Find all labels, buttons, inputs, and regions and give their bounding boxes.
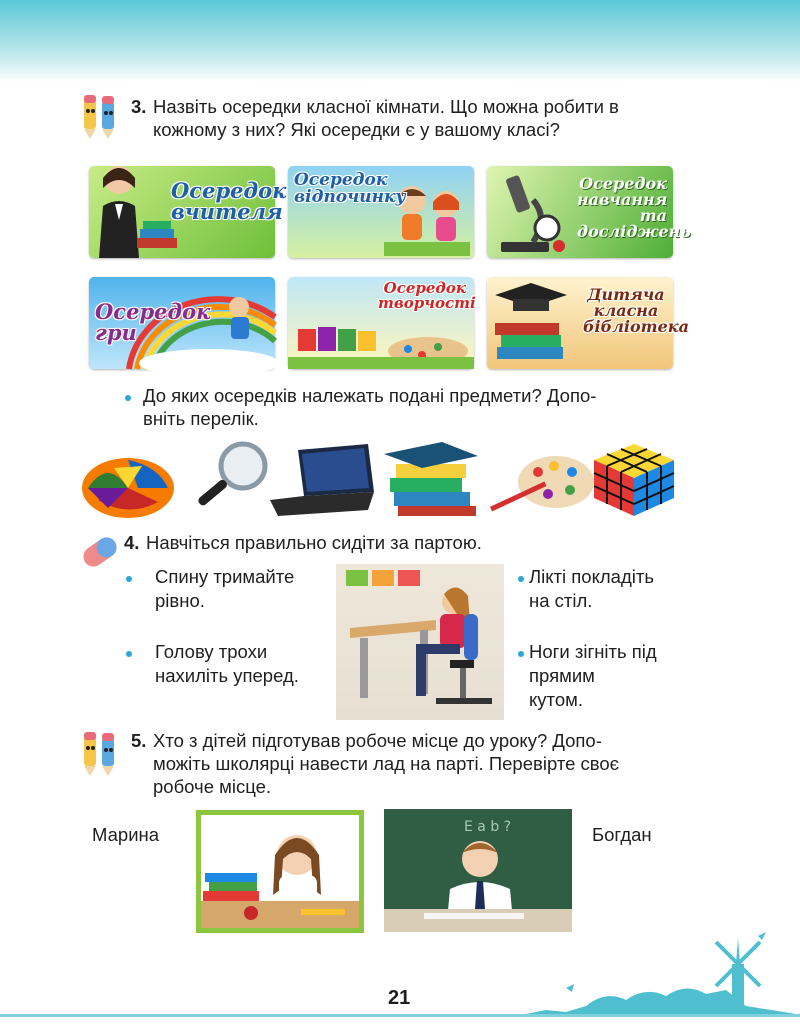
tip-legs-line2: прямим (529, 665, 595, 686)
items-question-line1: До яких осередків належать подані предмети? Допо- (143, 385, 597, 406)
bogdan-photo (384, 809, 572, 932)
tip-head-line2: нахиліть уперед. (155, 665, 299, 686)
bullet-icon (125, 395, 131, 401)
task4-title: Навчіться правильно сидіти за партою. (146, 532, 482, 553)
magnifier-icon (197, 444, 265, 507)
task5-text-line1: Хто з дітей підготував робоче місце до уроку? Допо- (153, 730, 602, 751)
task5-number: 5. (131, 730, 147, 751)
task5-text-line2: можіть школярці навести лад на парті. Перевірте своє (153, 753, 620, 774)
name-bogdan: Богдан (592, 824, 652, 845)
tip-legs-line3: кутом. (529, 689, 583, 710)
card-library-zone (487, 277, 689, 369)
card-teacher-zone (89, 166, 287, 258)
palette-icon (490, 456, 594, 511)
task4-number: 4. (124, 532, 140, 553)
pencils-mascot-icon (80, 730, 122, 778)
page-number: 21 (388, 987, 411, 1009)
village-windmill-icon (526, 930, 796, 1016)
bullet-icon (126, 576, 132, 582)
tip-elbows-line1: Лікті покладіть (529, 566, 654, 587)
card-play-zone (89, 277, 275, 369)
graduation-books-icon (487, 277, 577, 369)
task3-text-line2: кожному з них? Які осередки є у вашому класі? (153, 119, 560, 140)
card-label: Дитяча класна бібліотека (583, 285, 689, 336)
tip-head-line1: Голову трохи (155, 641, 268, 662)
chalkboard-scribble: E a b ? (464, 819, 512, 835)
task3-number: 3. (131, 96, 147, 117)
bullet-icon (518, 576, 524, 582)
card-label: Осередок відпочинку (294, 170, 406, 207)
card-label: Осередок творчості (378, 279, 476, 312)
footer-line (0, 1014, 800, 1017)
sitting-girl-photo (336, 564, 504, 720)
eraser-icon (78, 530, 122, 574)
bullet-icon (126, 651, 132, 657)
top-banner (0, 0, 800, 82)
tip-elbows-line2: на стіл. (529, 590, 593, 611)
bullet-icon (518, 651, 524, 657)
bean-bag-icon (82, 458, 174, 518)
card-label: Осередок гри (95, 299, 211, 345)
task3-text-line1: Назвіть осередки класної кімнати. Що можна робити в (153, 96, 619, 117)
microscope-icon (493, 170, 567, 256)
pencils-mascot-icon (80, 93, 122, 141)
tip-legs-line1: Ноги зігніть під (529, 641, 657, 662)
name-marina: Марина (92, 824, 160, 845)
books-icon (384, 442, 478, 516)
tip-back-line1: Спину тримайте (155, 566, 295, 587)
paints-icon (288, 311, 474, 369)
tip-back-line2: рівно. (155, 590, 205, 611)
items-row (78, 438, 678, 520)
card-creative-zone (288, 277, 474, 369)
items-question-line2: вніть перелік. (143, 408, 259, 429)
card-study-zone (487, 166, 691, 258)
card-rest-zone (288, 166, 474, 258)
laptop-icon (270, 444, 374, 516)
card-label: Осередок навчання та досліджень (577, 174, 691, 241)
marina-photo (196, 810, 364, 933)
card-label: Осередок вчителя (171, 178, 287, 224)
rubiks-cube-icon (594, 444, 674, 516)
task5-text-line3: робоче місце. (153, 776, 272, 797)
